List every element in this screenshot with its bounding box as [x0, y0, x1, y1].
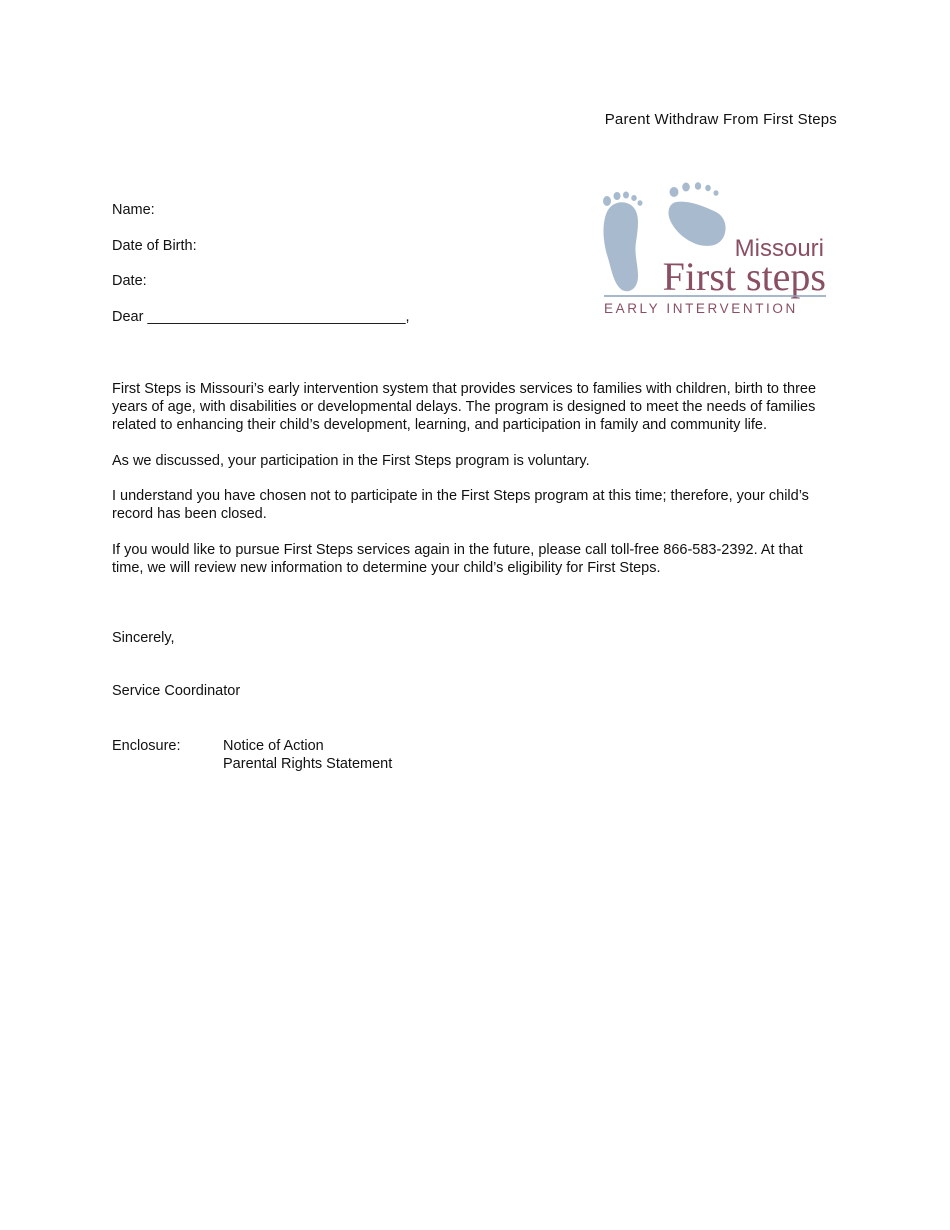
voluntary-paragraph: As we discussed, your participation in the First Steps program is voluntary. — [112, 452, 590, 469]
letter-body — [112, 380, 837, 594]
salutation: Sincerely, — [112, 630, 175, 646]
enclosure-item: Parental Rights Statement — [223, 756, 393, 772]
enclosure-block — [112, 737, 392, 773]
recipient-fields — [112, 201, 410, 343]
enclosure-label: Enclosure: — [112, 738, 181, 754]
date-of-birth-label: Date of Birth: — [112, 237, 197, 254]
signature-title: Service Coordinator — [112, 683, 241, 699]
date-label: Date: — [112, 273, 147, 289]
intro-paragraph: First Steps is Missouri’s early intervention system that provides services to families with children, birth to three years of age, with disabilities or developmental delays. The program is designed to meet the needs of families related to enhancing their child’s development, learning, and participation in family and community life. — [112, 381, 817, 433]
contact-paragraph: If you would like to pursue First Steps services again in the future, please call toll-free 866-583-2392. At that time, we will review new information to determine your child’s eligibility for First Steps. — [112, 541, 803, 576]
logo-state-text: Missouri — [734, 235, 824, 262]
enclosure-list — [223, 737, 392, 773]
enclosure-item: Notice of Action — [223, 738, 324, 754]
logo-tagline-text: EARLY INTERVENTION — [604, 301, 798, 316]
name-label: Name: — [112, 202, 155, 218]
document-title: Parent Withdraw From First Steps — [604, 111, 837, 128]
first-steps-logo — [600, 180, 832, 320]
closed-record-paragraph: I understand you have chosen not to participate in the First Steps program at this time; therefore, your child’s record has been closed. — [112, 488, 809, 522]
logo-brand-text: First steps — [662, 254, 826, 299]
dear-line: Dear ________________________________, — [112, 308, 410, 325]
